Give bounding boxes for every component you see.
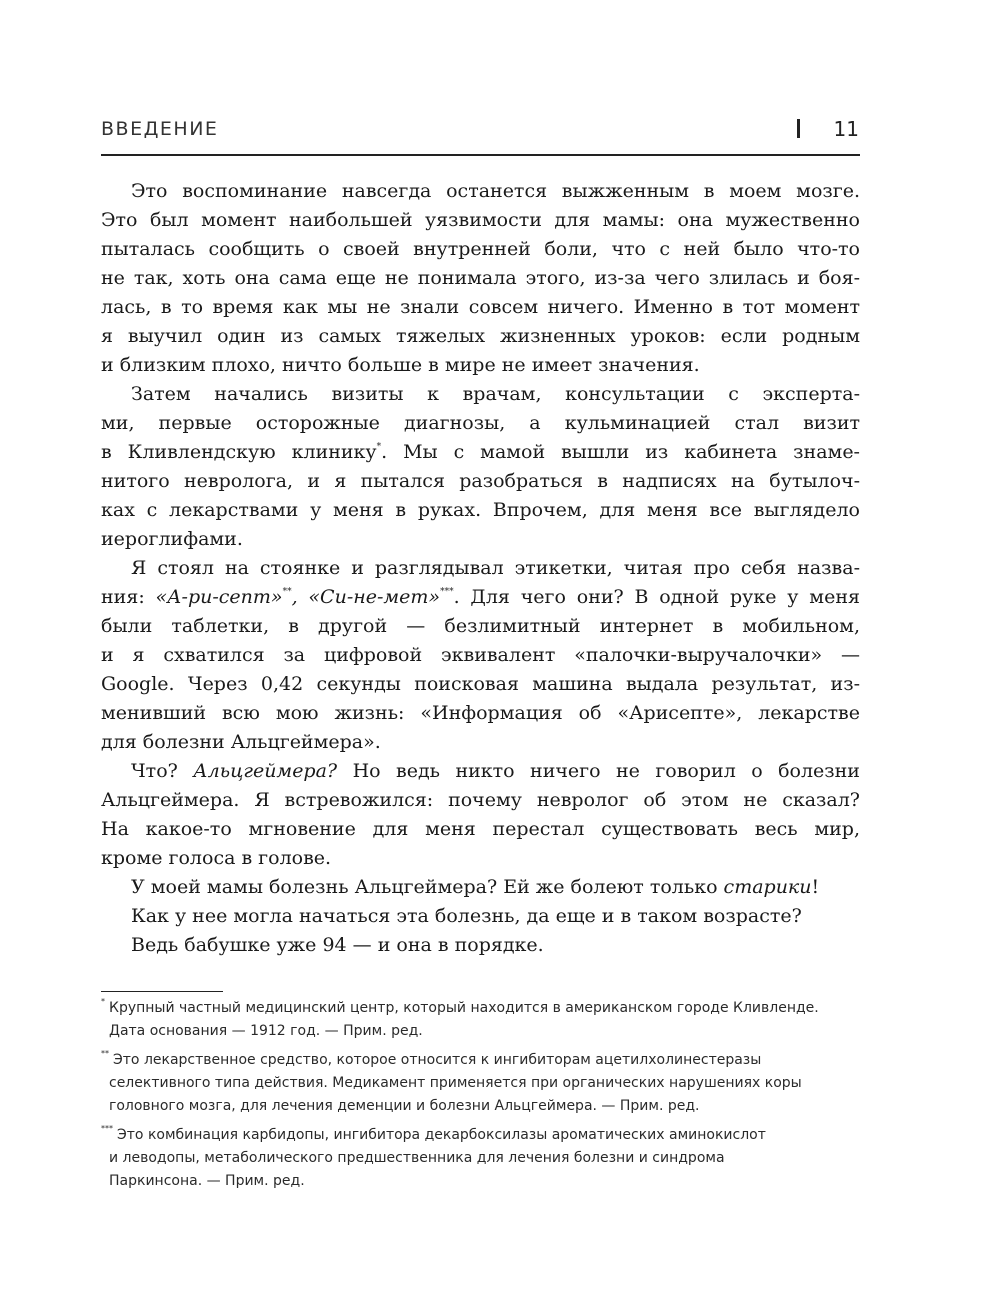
- text-line: нитого невролога, и я пытался разобраться в надписях на бутылоч-: [101, 470, 860, 492]
- body-text: [101, 177, 860, 960]
- text-segment: ,: [291, 586, 309, 608]
- text-line: и я схватился за цифровой эквивалент «палочки-выручалочки» —: [101, 644, 860, 666]
- footnotes: [101, 997, 860, 1199]
- footnote-line: селективного типа действия. Медикамент применяется при органических нарушениях коры: [109, 1075, 802, 1091]
- paragraph-1: [101, 177, 860, 380]
- footnote-2: [101, 1049, 860, 1118]
- text-line: Затем начались визиты к врачам, консультации с эксперта-: [131, 383, 860, 405]
- page-number: 11: [833, 117, 859, 141]
- text-line: иероглифами.: [101, 528, 243, 550]
- text-line: ми, первые осторожные диагнозы, а кульминацией стал визит: [101, 412, 860, 434]
- footnote-text: Это комбинация карбидопы, ингибитора декарбоксилазы ароматических аминокислот: [117, 1127, 766, 1143]
- text-line: Альцгеймера. Я встревожился: почему невролог об этом не сказал?: [101, 789, 860, 811]
- drug-name-aricept: «А-ри-септ»: [155, 586, 283, 608]
- footnote-marker: ***: [101, 1124, 113, 1133]
- footnote-text: Это лекарственное средство, которое относится к ингибиторам ацетилхолинестеразы: [113, 1052, 762, 1068]
- inner-voice-line: Ведь бабушке уже 94 — и она в порядке.: [131, 934, 544, 956]
- text-line: [101, 583, 860, 612]
- header-rule: [101, 154, 860, 156]
- text-line: [101, 438, 860, 467]
- footnote-1: [101, 997, 860, 1043]
- text-line: Это воспоминание навсегда останется выжженным в моем мозге.: [131, 180, 860, 202]
- text-line: и близким плохо, ничто больше в мире не имеет значения.: [101, 354, 700, 376]
- text-line: На какое-то мгновение для меня перестал существовать весь мир,: [101, 818, 860, 840]
- italic-emphasis: старики: [723, 876, 812, 898]
- footnote-ref-2: **: [282, 587, 292, 597]
- footnote-line: Паркинсона. — Прим. ред.: [109, 1173, 305, 1189]
- text-line: Я стоял на стоянке и разглядывал этикетки, читая про себя назва-: [131, 557, 860, 579]
- text-line: [101, 757, 860, 786]
- footnote-line: [101, 1124, 860, 1147]
- text-line: менивший всю мою жизнь: «Информация об «Арисепте», лекарстве: [101, 702, 860, 724]
- footnote-ref-1: *: [376, 442, 382, 452]
- text-segment: Что?: [131, 760, 194, 782]
- text-segment: !: [811, 876, 820, 898]
- running-header: [101, 116, 860, 158]
- text-line: были таблетки, в другой — безлимитный интернет в мобильном,: [101, 615, 860, 637]
- footnote-line: Дата основания — 1912 год. — Прим. ред.: [109, 1023, 423, 1039]
- text-line: пыталась сообщить о своей внутренней боли, что с ней было что-то: [101, 238, 860, 260]
- text-segment: . Мы с мамой вышли из кабинета знаме-: [381, 441, 860, 463]
- text-segment: . Для чего они? В одной руке у меня: [453, 586, 860, 608]
- text-segment: ния:: [101, 586, 156, 608]
- paragraph-4: [101, 757, 860, 873]
- footnote-text: Крупный частный медицинский центр, который находится в американском городе Кливленде.: [109, 1000, 819, 1016]
- text-line: лась, в то время как мы не знали совсем ничего. Именно в тот момент: [101, 296, 860, 318]
- text-segment: У моей мамы болезнь Альцгеймера? Ей же болеют только: [131, 876, 724, 898]
- text-line: Google. Через 0,42 секунды поисковая машина выдала результат, из-: [101, 673, 860, 695]
- italic-emphasis: Альцгеймера?: [193, 760, 338, 782]
- footnote-line: [101, 997, 860, 1020]
- footnote-3: [101, 1124, 860, 1193]
- footnote-line: головного мозга, для лечения деменции и болезни Альцгеймера. — Прим. ред.: [109, 1098, 700, 1114]
- text-segment: в Кливлендскую клинику: [101, 441, 377, 463]
- text-line: Это был момент наибольшей уязвимости для мамы: она мужественно: [101, 209, 860, 231]
- paragraph-3: [101, 554, 860, 757]
- footnote-ref-3: ***: [440, 587, 454, 597]
- text-line: я выучил один из самых тяжелых жизненных уроков: если родным: [101, 325, 860, 347]
- text-segment: Но ведь никто ничего не говорил о болезни: [337, 760, 860, 782]
- text-line: кроме голоса в голове.: [101, 847, 332, 869]
- text-line: для болезни Альцгеймера».: [101, 731, 381, 753]
- inner-voice-line: Как у нее могла начаться эта болезнь, да еще и в таком возрасте?: [131, 905, 802, 927]
- footnote-marker: **: [101, 1049, 109, 1058]
- section-title: ВВЕДЕНИЕ: [101, 118, 219, 140]
- header-divider-bar: [797, 119, 800, 138]
- inner-voice-line: [101, 873, 860, 902]
- paragraph-2: [101, 380, 860, 554]
- footnote-line: [101, 1049, 860, 1072]
- text-line: ках с лекарствами у меня в руках. Впрочем, для меня все выглядело: [101, 499, 860, 521]
- drug-name-sinemet: «Си-не-мет»: [308, 586, 441, 608]
- footnote-separator: [101, 991, 223, 992]
- footnote-marker: *: [101, 997, 105, 1006]
- inner-voice-block: [101, 873, 860, 960]
- footnote-line: и леводопы, метаболического предшественника для лечения болезни и синдрома: [109, 1150, 725, 1166]
- text-line: не так, хоть она сама еще не понимала этого, из-за чего злилась и боя-: [101, 267, 860, 289]
